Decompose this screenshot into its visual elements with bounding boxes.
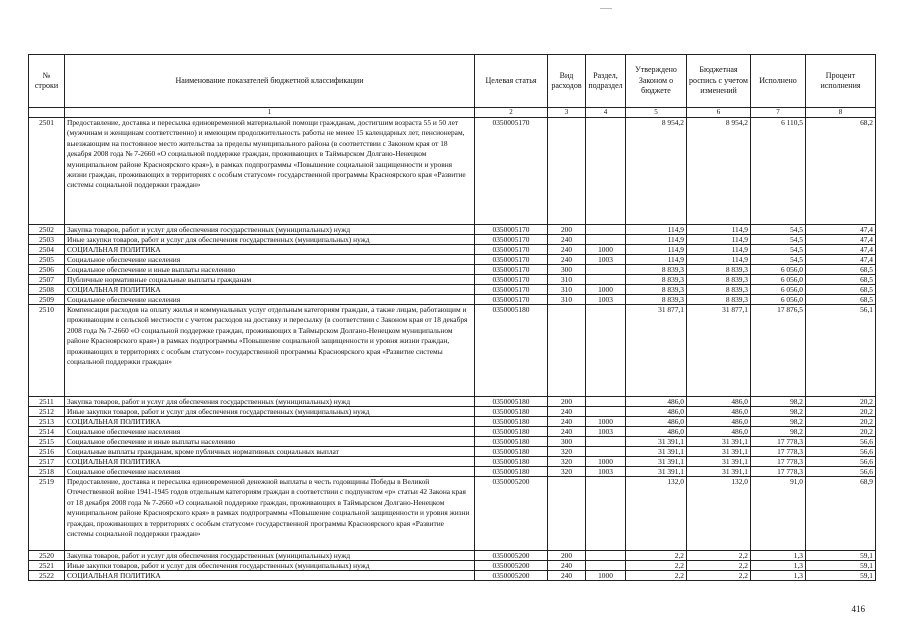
target-article-cell: 0350005180 — [475, 305, 548, 397]
expense-kind-cell: 300 — [548, 265, 586, 275]
approved-cell: 114,9 — [626, 255, 687, 265]
target-article-cell: 0350005180 — [475, 457, 548, 467]
row-number-cell: 2519 — [29, 477, 65, 551]
row-name-cell: СОЦИАЛЬНАЯ ПОЛИТИКА — [65, 245, 475, 255]
approved-cell: 31 391,1 — [626, 437, 687, 447]
column-number: 7 — [751, 108, 806, 118]
table-row — [29, 118, 876, 225]
planned-cell: 114,9 — [687, 225, 751, 235]
page-number: 416 — [851, 604, 865, 614]
scan-mark — [600, 8, 612, 9]
expense-kind-cell: 200 — [548, 551, 586, 561]
planned-cell: 486,0 — [687, 397, 751, 407]
table-body — [29, 118, 876, 581]
row-name-cell: Социальное обеспечение населения — [65, 255, 475, 265]
approved-cell: 114,9 — [626, 235, 687, 245]
row-number-cell: 2517 — [29, 457, 65, 467]
section-cell: 1000 — [586, 571, 626, 581]
table-row — [29, 275, 876, 285]
approved-cell: 486,0 — [626, 427, 687, 437]
row-number-cell: 2515 — [29, 437, 65, 447]
row-name-cell: Закупка товаров, работ и услуг для обеспечения государственных (муниципальных) нужд — [65, 551, 475, 561]
section-cell — [586, 437, 626, 447]
executed-cell: 54,5 — [751, 255, 806, 265]
executed-cell: 54,5 — [751, 245, 806, 255]
section-cell: 1003 — [586, 467, 626, 477]
executed-cell: 6 056,0 — [751, 275, 806, 285]
table-row — [29, 265, 876, 275]
budget-table-sheet — [28, 54, 875, 581]
row-number-cell: 2509 — [29, 295, 65, 305]
approved-cell: 31 391,1 — [626, 457, 687, 467]
percent-cell: 56,6 — [806, 457, 876, 467]
percent-cell: 68,5 — [806, 275, 876, 285]
target-article-cell: 0350005170 — [475, 225, 548, 235]
target-article-cell: 0350005180 — [475, 467, 548, 477]
planned-cell: 114,9 — [687, 255, 751, 265]
target-article-cell: 0350005170 — [475, 275, 548, 285]
approved-cell: 31 391,1 — [626, 447, 687, 457]
executed-cell: 98,2 — [751, 397, 806, 407]
section-cell — [586, 561, 626, 571]
row-number-cell: 2508 — [29, 285, 65, 295]
row-number-cell: 2510 — [29, 305, 65, 397]
percent-cell: 68,5 — [806, 265, 876, 275]
row-number-cell: 2521 — [29, 561, 65, 571]
executed-cell: 98,2 — [751, 427, 806, 437]
approved-cell: 132,0 — [626, 477, 687, 551]
approved-cell: 8 954,2 — [626, 118, 687, 225]
row-number-cell: 2506 — [29, 265, 65, 275]
target-article-cell: 0350005170 — [475, 235, 548, 245]
row-number-cell: 2518 — [29, 467, 65, 477]
row-number-cell: 2502 — [29, 225, 65, 235]
table-row — [29, 285, 876, 295]
section-cell — [586, 225, 626, 235]
percent-cell: 68,5 — [806, 295, 876, 305]
expense-kind-cell: 300 — [548, 437, 586, 447]
executed-cell: 1,3 — [751, 561, 806, 571]
table-row — [29, 561, 876, 571]
target-article-cell: 0350005170 — [475, 118, 548, 225]
percent-cell: 47,4 — [806, 255, 876, 265]
expense-kind-cell: 320 — [548, 467, 586, 477]
expense-kind-cell: 240 — [548, 255, 586, 265]
expense-kind-cell — [548, 118, 586, 225]
approved-cell: 31 391,1 — [626, 467, 687, 477]
section-cell — [586, 118, 626, 225]
target-article-cell: 0350005180 — [475, 437, 548, 447]
percent-cell: 59,1 — [806, 551, 876, 561]
section-cell: 1003 — [586, 295, 626, 305]
target-article-cell: 0350005200 — [475, 571, 548, 581]
section-cell — [586, 265, 626, 275]
table-row — [29, 407, 876, 417]
expense-kind-cell: 240 — [548, 235, 586, 245]
table-row — [29, 437, 876, 447]
header-row — [29, 55, 876, 108]
expense-kind-cell: 320 — [548, 447, 586, 457]
row-name-cell: СОЦИАЛЬНАЯ ПОЛИТИКА — [65, 285, 475, 295]
row-name-cell: СОЦИАЛЬНАЯ ПОЛИТИКА — [65, 457, 475, 467]
section-cell: 1003 — [586, 427, 626, 437]
executed-cell: 91,0 — [751, 477, 806, 551]
table-row — [29, 551, 876, 561]
section-cell: 1000 — [586, 417, 626, 427]
target-article-cell: 0350005170 — [475, 255, 548, 265]
table-row — [29, 305, 876, 397]
approved-cell: 2,2 — [626, 551, 687, 561]
section-cell — [586, 447, 626, 457]
column-number-blank — [29, 108, 65, 118]
row-name-cell: Социальное обеспечение населения — [65, 427, 475, 437]
table-row — [29, 397, 876, 407]
expense-kind-cell: 240 — [548, 245, 586, 255]
expense-kind-cell: 200 — [548, 225, 586, 235]
percent-cell: 20,2 — [806, 427, 876, 437]
row-number-cell: 2501 — [29, 118, 65, 225]
table-row — [29, 427, 876, 437]
row-name-cell: Публичные нормативные социальные выплаты гражданам — [65, 275, 475, 285]
planned-cell: 8 839,3 — [687, 265, 751, 275]
table-row — [29, 245, 876, 255]
header-row-number: № строки — [29, 55, 65, 108]
row-name-cell: Социальное обеспечение и иные выплаты населению — [65, 265, 475, 275]
expense-kind-cell: 240 — [548, 561, 586, 571]
expense-kind-cell: 240 — [548, 571, 586, 581]
target-article-cell: 0350005180 — [475, 427, 548, 437]
section-cell — [586, 397, 626, 407]
row-number-cell: 2522 — [29, 571, 65, 581]
planned-cell: 8 839,3 — [687, 275, 751, 285]
section-cell: 1000 — [586, 457, 626, 467]
row-name-cell: Иные закупки товаров, работ и услуг для обеспечения государственных (муниципальных) нужд — [65, 235, 475, 245]
column-number-row — [29, 108, 876, 118]
planned-cell: 114,9 — [687, 235, 751, 245]
row-number-cell: 2504 — [29, 245, 65, 255]
section-cell — [586, 477, 626, 551]
planned-cell: 31 391,1 — [687, 447, 751, 457]
approved-cell: 486,0 — [626, 397, 687, 407]
expense-kind-cell — [548, 305, 586, 397]
expense-kind-cell: 200 — [548, 397, 586, 407]
executed-cell: 54,5 — [751, 225, 806, 235]
planned-cell: 486,0 — [687, 427, 751, 437]
section-cell: 1000 — [586, 285, 626, 295]
row-name-cell: Компенсация расходов на оплату жилья и коммунальных услуг отдельным категориям граждан, а также лицам, работающим и проживающим в сельской местности с учетом расходов на доставку и пересылку (в соответствии с Законом края от 18 декабря 2008 года № 7-2660 «О социальной поддержке граждан, проживающих в Таймырском Долгано-Ненецком муниципальном районе Красноярского края») в рамках подпрограммы «Повышение социальной защищенности и уровня жизни граждан, проживающих в территориях с особым статусом» государственной программы Красноярского края «Развитие системы социальной поддержки граждан» — [65, 305, 475, 397]
column-number: 4 — [586, 108, 626, 118]
executed-cell: 1,3 — [751, 551, 806, 561]
column-number: 1 — [65, 108, 475, 118]
expense-kind-cell: 310 — [548, 285, 586, 295]
planned-cell: 31 877,1 — [687, 305, 751, 397]
expense-kind-cell — [548, 477, 586, 551]
row-name-cell: Иные закупки товаров, работ и услуг для обеспечения государственных (муниципальных) нужд — [65, 561, 475, 571]
target-article-cell: 0350005180 — [475, 397, 548, 407]
planned-cell: 31 391,1 — [687, 457, 751, 467]
percent-cell: 59,1 — [806, 561, 876, 571]
header-name: Наименование показателей бюджетной классификации — [65, 55, 475, 108]
header-executed: Исполнено — [751, 55, 806, 108]
header-percent: Процент исполнения — [806, 55, 876, 108]
planned-cell: 486,0 — [687, 407, 751, 417]
expense-kind-cell: 240 — [548, 427, 586, 437]
row-number-cell: 2514 — [29, 427, 65, 437]
planned-cell: 132,0 — [687, 477, 751, 551]
row-number-cell: 2516 — [29, 447, 65, 457]
column-number: 5 — [626, 108, 687, 118]
planned-cell: 2,2 — [687, 561, 751, 571]
target-article-cell: 0350005180 — [475, 417, 548, 427]
executed-cell: 98,2 — [751, 407, 806, 417]
approved-cell: 486,0 — [626, 407, 687, 417]
approved-cell: 8 839,3 — [626, 285, 687, 295]
approved-cell: 114,9 — [626, 245, 687, 255]
approved-cell: 31 877,1 — [626, 305, 687, 397]
executed-cell: 17 876,5 — [751, 305, 806, 397]
header-planned: Бюджетная роспись с учетом изменений — [687, 55, 751, 108]
executed-cell: 54,5 — [751, 235, 806, 245]
row-name-cell: СОЦИАЛЬНАЯ ПОЛИТИКА — [65, 571, 475, 581]
table-row — [29, 225, 876, 235]
row-name-cell: Социальные выплаты гражданам, кроме публичных нормативных социальных выплат — [65, 447, 475, 457]
section-cell — [586, 275, 626, 285]
percent-cell: 47,4 — [806, 235, 876, 245]
executed-cell: 17 778,3 — [751, 457, 806, 467]
target-article-cell: 0350005180 — [475, 447, 548, 457]
row-number-cell: 2503 — [29, 235, 65, 245]
executed-cell: 1,3 — [751, 571, 806, 581]
table-row — [29, 477, 876, 551]
section-cell: 1003 — [586, 255, 626, 265]
approved-cell: 2,2 — [626, 571, 687, 581]
executed-cell: 98,2 — [751, 417, 806, 427]
column-number: 6 — [687, 108, 751, 118]
planned-cell: 2,2 — [687, 551, 751, 561]
section-cell — [586, 407, 626, 417]
planned-cell: 8 839,3 — [687, 295, 751, 305]
executed-cell: 6 110,5 — [751, 118, 806, 225]
table-row — [29, 295, 876, 305]
row-number-cell: 2512 — [29, 407, 65, 417]
table-row — [29, 235, 876, 245]
expense-kind-cell: 310 — [548, 295, 586, 305]
column-number: 8 — [806, 108, 876, 118]
section-cell — [586, 235, 626, 245]
executed-cell: 17 778,3 — [751, 447, 806, 457]
percent-cell: 68,5 — [806, 285, 876, 295]
percent-cell: 59,1 — [806, 571, 876, 581]
section-cell: 1000 — [586, 245, 626, 255]
expense-kind-cell: 310 — [548, 275, 586, 285]
row-number-cell: 2507 — [29, 275, 65, 285]
row-name-cell: СОЦИАЛЬНАЯ ПОЛИТИКА — [65, 417, 475, 427]
percent-cell: 47,4 — [806, 245, 876, 255]
approved-cell: 8 839,3 — [626, 295, 687, 305]
row-number-cell: 2513 — [29, 417, 65, 427]
expense-kind-cell: 320 — [548, 457, 586, 467]
row-number-cell: 2511 — [29, 397, 65, 407]
executed-cell: 6 056,0 — [751, 285, 806, 295]
row-name-cell: Социальное обеспечение и иные выплаты населению — [65, 437, 475, 447]
row-name-cell: Предоставление, доставка и пересылка единовременной денежной выплаты в честь годовщины Победы в Великой Отечественной войне 1941-1945 годов отдельным категориям граждан в соответствии с подпунктом «р» статьи 42 Закона края от 18 декабря 2008 года № 7-2660 «О социальной поддержке граждан, проживающих в Таймырском Долгано-Ненецком муниципальном районе Красноярского края» в рамках подпрограммы «Повышение социальной защищенности и уровня жизни граждан, проживающих в территориях с особым статусом» государственной программы Красноярского края «Развитие системы социальной поддержки граждан» — [65, 477, 475, 551]
planned-cell: 8 839,3 — [687, 285, 751, 295]
percent-cell: 20,2 — [806, 417, 876, 427]
executed-cell: 6 056,0 — [751, 265, 806, 275]
target-article-cell: 0350005200 — [475, 551, 548, 561]
header-section: Раздел, подраздел — [586, 55, 626, 108]
row-name-cell: Иные закупки товаров, работ и услуг для обеспечения государственных (муниципальных) нужд — [65, 407, 475, 417]
table-row — [29, 255, 876, 265]
target-article-cell: 0350005170 — [475, 245, 548, 255]
percent-cell: 56,6 — [806, 467, 876, 477]
approved-cell: 8 839,3 — [626, 275, 687, 285]
table-row — [29, 417, 876, 427]
target-article-cell: 0350005180 — [475, 407, 548, 417]
expense-kind-cell: 240 — [548, 407, 586, 417]
target-article-cell: 0350005170 — [475, 265, 548, 275]
row-name-cell: Социальное обеспечение населения — [65, 295, 475, 305]
expense-kind-cell: 240 — [548, 417, 586, 427]
row-name-cell: Предоставление, доставка и пересылка единовременной материальной помощи гражданам, достигшим возраста 55 и 50 лет (мужчинам и женщинам соответственно) и имеющим продолжительность работы не менее 15 календарных лет, пенсионерам, выезжающим на постоянное место жительства за пределы муниципального района (в соответствии с Законом края от 18 декабря 2008 года № 7-2660 «О социальной поддержке граждан, проживающих в Таймырском Долгано-Ненецком муниципальном районе Красноярского края»), в рамках подпрограммы «Повышение социальной защищенности и уровня жизни граждан, проживающих в территориях с особым статусом» государственной программы Красноярского края «Развитие системы социальной поддержки граждан» — [65, 118, 475, 225]
header-expense-kind: Вид расходов — [548, 55, 586, 108]
approved-cell: 486,0 — [626, 417, 687, 427]
percent-cell: 56,6 — [806, 437, 876, 447]
section-cell — [586, 305, 626, 397]
row-number-cell: 2520 — [29, 551, 65, 561]
approved-cell: 8 839,3 — [626, 265, 687, 275]
percent-cell: 20,2 — [806, 397, 876, 407]
header-target-article: Целевая статья — [475, 55, 548, 108]
percent-cell: 20,2 — [806, 407, 876, 417]
table-row — [29, 571, 876, 581]
target-article-cell: 0350005200 — [475, 477, 548, 551]
percent-cell: 47,4 — [806, 225, 876, 235]
planned-cell: 8 954,2 — [687, 118, 751, 225]
percent-cell: 56,1 — [806, 305, 876, 397]
approved-cell: 114,9 — [626, 225, 687, 235]
planned-cell: 31 391,1 — [687, 467, 751, 477]
planned-cell: 31 391,1 — [687, 437, 751, 447]
percent-cell: 68,9 — [806, 477, 876, 551]
column-number: 2 — [475, 108, 548, 118]
budget-execution-table — [28, 54, 876, 581]
row-name-cell: Социальное обеспечение населения — [65, 467, 475, 477]
percent-cell: 56,6 — [806, 447, 876, 457]
section-cell — [586, 551, 626, 561]
approved-cell: 2,2 — [626, 561, 687, 571]
percent-cell: 68,2 — [806, 118, 876, 225]
row-name-cell: Закупка товаров, работ и услуг для обеспечения государственных (муниципальных) нужд — [65, 225, 475, 235]
column-number: 3 — [548, 108, 586, 118]
executed-cell: 6 056,0 — [751, 295, 806, 305]
table-row — [29, 467, 876, 477]
planned-cell: 2,2 — [687, 571, 751, 581]
target-article-cell: 0350005200 — [475, 561, 548, 571]
target-article-cell: 0350005170 — [475, 285, 548, 295]
planned-cell: 114,9 — [687, 245, 751, 255]
target-article-cell: 0350005170 — [475, 295, 548, 305]
table-row — [29, 457, 876, 467]
row-number-cell: 2505 — [29, 255, 65, 265]
executed-cell: 17 778,3 — [751, 437, 806, 447]
row-name-cell: Закупка товаров, работ и услуг для обеспечения государственных (муниципальных) нужд — [65, 397, 475, 407]
executed-cell: 17 778,3 — [751, 467, 806, 477]
header-approved: Утверждено Законом о бюджете — [626, 55, 687, 108]
planned-cell: 486,0 — [687, 417, 751, 427]
table-row — [29, 447, 876, 457]
